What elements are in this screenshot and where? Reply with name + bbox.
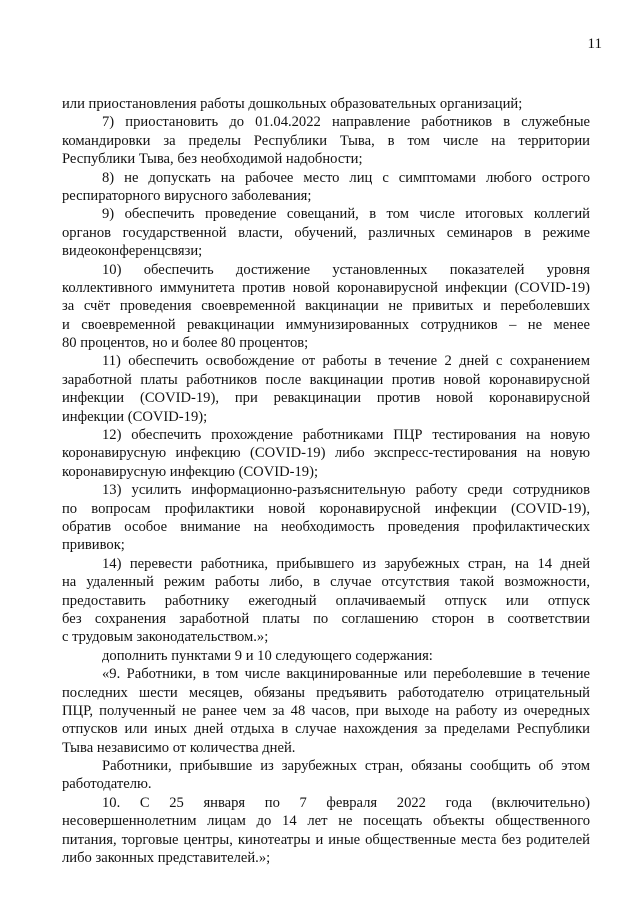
text-line: 10) обеспечить достижение установленных показателей уровня — [102, 261, 590, 278]
text-line: коронавирусную инфекцию (COVID-19) либо экспресс-тестирования на новую — [62, 445, 590, 462]
text-line: Работники, прибывшие из зарубежных стран, обязаны сообщить об этом — [102, 758, 590, 775]
text-line: питания, торговые центры, кинотеатры и иные общественные места без родителей — [62, 831, 590, 848]
text-line: 12) обеспечить прохождение работниками ПЦР тестирования на новую — [102, 427, 590, 444]
text-line: 80 процентов, но и более 80 процентов; — [62, 335, 309, 352]
text-line: или приостановления работы дошкольных образовательных организаций; — [62, 96, 523, 112]
text-line: «9. Работники, в том числе вакцинированные или переболевшие в течение — [102, 666, 590, 683]
text-line: 11) обеспечить освобождение от работы в течение 2 дней с сохранением — [102, 353, 590, 370]
text-line: 10. С 25 января по 7 февраля 2022 года (включительно) — [102, 794, 590, 811]
text-line: предоставить работнику ежегодный оплачиваемый отпуск или отпуск — [62, 592, 590, 609]
text-line: отпусков или иных дней отдыха в случае нахождения за пределами Республики — [62, 721, 590, 738]
page-number: 11 — [587, 36, 602, 52]
text-line: на удаленный режим работы либо, в случае отсутствия такой возможности, — [62, 574, 590, 591]
text-line: 7) приостановить до 01.04.2022 направление работников в служебные — [102, 114, 590, 131]
text-line: обратив особое внимание на необходимость проведения профилактических — [62, 518, 590, 535]
text-line: с трудовым законодательством.»; — [62, 629, 269, 646]
text-line: и своевременной ревакцинации иммунизированных сотрудников – не менее — [62, 316, 590, 333]
text-line: за счёт проведения своевременной вакцинации не привитых и переболевших — [62, 298, 590, 315]
text-line: командировки за пределы Республики Тыва, в том числе на территории — [62, 132, 590, 149]
text-line: 8) не допускать на рабочее место лиц с симптомами любого острого — [102, 169, 590, 186]
text-line: видеоконференцсвязи; — [62, 243, 203, 260]
text-line: 14) перевести работника, прибывшего из зарубежных стран, на 14 дней — [102, 555, 590, 572]
text-line: либо законных представителей.»; — [62, 850, 271, 867]
text-line: инфекции (COVID-19); — [62, 408, 208, 425]
text-line: 13) усилить информационно-разъяснительную работу среди сотрудников — [102, 482, 590, 499]
text-line: инфекции (COVID-19), при ревакцинации против новой коронавирусной — [62, 390, 590, 407]
text-line: Тыва независимо от количества дней. — [62, 739, 296, 756]
text-line: ПЦР, полученный не ранее чем за 48 часов, при выходе на работу из очередных — [62, 702, 590, 719]
text-line: по вопросам профилактики новой коронавирусной инфекции (COVID-19), — [62, 500, 590, 517]
text-line: прививок; — [62, 537, 125, 554]
text-line: Республики Тыва, без необходимой надобности; — [62, 151, 363, 168]
text-line: респираторного вирусного заболевания; — [62, 187, 312, 204]
text-line: без сохранения заработной платы по соглашению сторон в соответствии — [62, 610, 590, 627]
text-line: 9) обеспечить проведение совещаний, в том числе итоговых коллегий — [102, 206, 590, 223]
text-line: работодателю. — [62, 776, 152, 793]
text-line: последних шести месяцев, обязаны предъявить работодателю отрицательный — [62, 684, 590, 701]
text-line: коллективного иммунитета против новой коронавирусной инфекции (COVID-19) — [62, 279, 590, 296]
text-line: органов государственной власти, обучений, различных семинаров в режиме — [62, 224, 590, 241]
text-line: несовершеннолетним лицам до 14 лет не посещать объекты общественного — [62, 813, 590, 830]
document-body — [62, 95, 590, 867]
text-line: заработной платы работников после вакцинации против новой коронавирусной — [62, 371, 590, 388]
text-line: дополнить пунктами 9 и 10 следующего содержания: — [102, 647, 433, 664]
text-line: коронавирусную инфекцию (COVID-19); — [62, 463, 319, 480]
